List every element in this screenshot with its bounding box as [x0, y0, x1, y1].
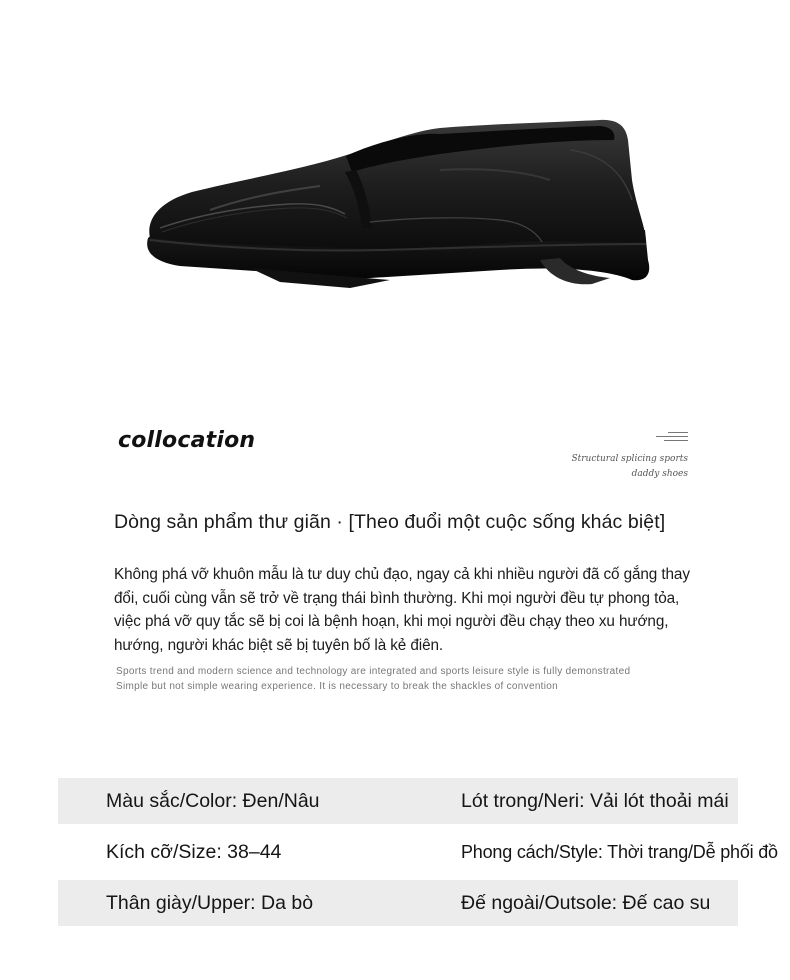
side-tagline-line2: daddy shoes — [631, 469, 688, 479]
spec-row — [58, 829, 778, 875]
description-line: đổi, cuối cùng vẫn sẽ trở về trạng thái bình thường. Khi mọi người đều tự phong tỏa, — [114, 589, 680, 607]
spec-row — [58, 778, 738, 824]
product-shoe-image — [140, 110, 660, 320]
english-line: Simple but not simple wearing experience. It is necessary to break the shackles of convention — [116, 681, 559, 692]
description-line: Không phá vỡ khuôn mẫu là tư duy chủ đạo, ngay cả khi nhiều người đã cố gắng thay — [114, 566, 690, 583]
product-line-headline: Dòng sản phẩm thư giãn · [Theo đuổi một cuộc sống khác biệt] — [114, 511, 666, 533]
spec-style: Phong cách/Style: Thời trang/Dễ phối đồ — [461, 842, 778, 862]
english-line: Sports trend and modern science and technology are integrated and sports leisure style is fully demonstrated — [116, 666, 631, 677]
side-tagline — [571, 452, 688, 482]
collocation-heading: collocation — [118, 428, 256, 453]
description-line: việc phá vỡ quy tắc sẽ bị coi là bệnh hoạn, khi mọi người đều chạy theo xu hướng, — [114, 613, 669, 630]
spec-row — [58, 880, 738, 926]
spec-lining: Lót trong/Neri: Vải lót thoải mái — [461, 790, 729, 812]
description-paragraph — [114, 563, 694, 657]
shoe-illustration — [140, 110, 660, 320]
english-description — [116, 664, 706, 694]
side-tagline-line1: Structural splicing sports — [571, 454, 688, 464]
decorative-lines-icon — [656, 431, 688, 443]
description-line: hướng, người khác biệt sẽ bị tuyên bố là kẻ điên. — [114, 636, 444, 654]
spec-outsole: Đế ngoài/Outsole: Đế cao su — [461, 892, 711, 914]
spec-color: Màu sắc/Color: Đen/Nâu — [106, 790, 320, 812]
spec-upper: Thân giày/Upper: Da bò — [106, 892, 314, 914]
spec-size: Kích cỡ/Size: 38–44 — [106, 841, 282, 863]
